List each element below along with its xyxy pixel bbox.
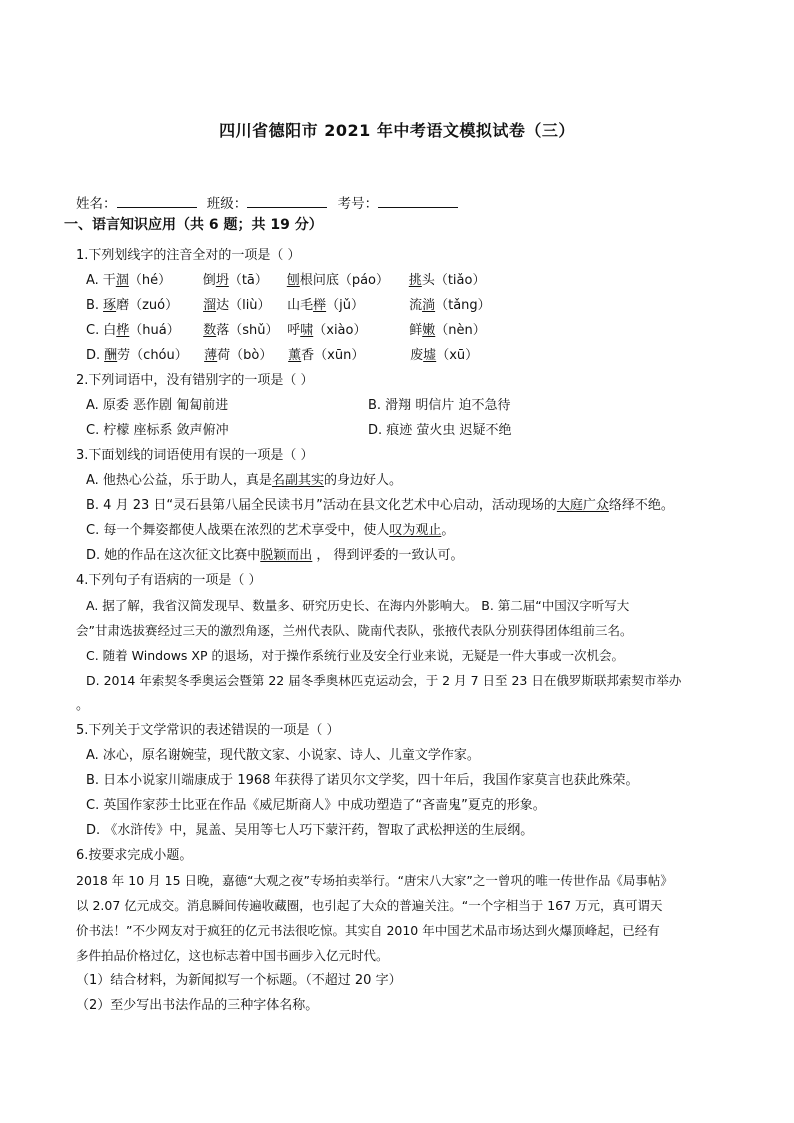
q6-sub2: （2）至少写出书法作品的三种字体名称。 (76, 998, 319, 1013)
q6-stem: 6.按要求完成小题。 (76, 848, 193, 863)
q3-d-underlined: 脱颖而出 (260, 548, 313, 563)
q1-word (287, 272, 409, 290)
q1-underlined-char: 薄 (204, 348, 218, 363)
q1-word-text: 落（shǔ） (216, 323, 279, 338)
q1-word (409, 322, 519, 340)
q1-word-text: （xū） (436, 348, 479, 363)
q1-underlined-char: 嫩 (422, 323, 436, 338)
q3-b-underlined: 大庭广众 (556, 498, 609, 513)
q1-word-text: 磨（zuó） (116, 298, 179, 313)
q3-option-b (86, 497, 674, 515)
student-info (76, 192, 464, 212)
q1-word-text: （huá） (129, 323, 180, 338)
q3-a-text: A. 他热心公益，乐于助人，真是 (86, 473, 272, 488)
q2-options-ab (86, 397, 510, 415)
q1-underlined-char: 墟 (423, 348, 437, 363)
q1-option-row (86, 272, 519, 290)
q1-underlined-char: 刨 (286, 273, 300, 288)
q1-word (204, 347, 288, 365)
q1-word-text: 劳（chóu） (117, 348, 188, 363)
q3-b-rest: 络绎不绝。 (608, 498, 674, 513)
q1-word (409, 297, 519, 315)
q1-word-text: 废 (410, 348, 424, 363)
q1-word (409, 272, 519, 290)
q1-word-text: （hé） (128, 273, 172, 288)
q3-a-underlined: 名副其实 (271, 473, 324, 488)
q1-word-text: （tā） (228, 273, 268, 288)
q4-option-b-line2: 会”甘肃选拔赛经过三天的激烈角逐，兰州代表队、陇南代表队，张掖代表队分别获得团体组前三名。 (76, 623, 633, 638)
q2-options-cd (86, 422, 512, 440)
q1-word (287, 322, 409, 340)
q5-option-a: A. 冰心，原名谢婉莹，现代散文家、小说家、诗人、儿童文学作家。 (86, 748, 480, 763)
q1-word-text: 根问底（páo） (299, 273, 389, 288)
q1-word (104, 347, 204, 365)
q1-word-text: 干 (102, 273, 116, 288)
section-heading: 一、语言知识应用（共 6 题；共 19 分） (64, 217, 323, 233)
q3-c-text: C. 每一个舞姿都使人战栗在浓烈的艺术享受中，使人 (86, 523, 390, 538)
q3-c-rest: 。 (441, 523, 455, 538)
q1-word (288, 347, 410, 365)
q1-word (410, 347, 520, 365)
q1-word-text: 呼 (287, 323, 301, 338)
q1-word-text: 鲜 (409, 323, 423, 338)
q1-underlined-char: 淌 (422, 298, 436, 313)
q4-stem: 4.下列句子有语病的一项是（ ） (76, 573, 262, 588)
q1-underlined-char: 榉 (313, 298, 327, 313)
exam-label: 考号： (337, 196, 379, 212)
page-title: 四川省德阳市 2021 年中考语文模拟试卷（三） (219, 121, 575, 140)
q1-word-text: 流 (409, 298, 423, 313)
q1-underlined-char: 桦 (116, 323, 130, 338)
q1-option-label: C. (86, 323, 100, 338)
q2-stem: 2.下列词语中，没有错别字的一项是（ ） (76, 373, 314, 388)
q5-option-c: C. 英国作家莎士比亚在作品《威尼斯商人》中成功塑造了“吝啬鬼”夏克的形象。 (86, 798, 546, 813)
q1-option-row (86, 297, 519, 315)
class-label: 班级： (206, 196, 248, 212)
q3-option-c (86, 522, 454, 540)
q2-option-b: B. 滑翔 明信片 迫不急待 (368, 398, 511, 413)
q2-option-a: A. 原委 恶作剧 匍匐前进 (86, 398, 229, 413)
q1-word-text: 香（xūn） (301, 348, 365, 363)
q1-word-text: 达（liù） (216, 298, 271, 313)
q4-option-c: C. 随着 Windows XP 的退场，对于操作系统行业及安全行业来说，无疑是一件大事或一次机会。 (86, 648, 624, 663)
q4-option-d-line2: 。 (76, 698, 90, 713)
q3-option-d (86, 547, 464, 565)
q1-word-text: 荷（bò） (217, 348, 273, 363)
q2-option-c: C. 柠檬 座标系 敛声俯冲 (86, 423, 229, 438)
q3-a-rest: 的身边好人。 (323, 473, 402, 488)
q1-underlined-char: 啸 (300, 323, 314, 338)
q1-word (203, 272, 287, 290)
q3-option-a (86, 472, 402, 490)
q1-word-text: （nèn） (435, 323, 486, 338)
q3-c-underlined: 叹为观止 (389, 523, 442, 538)
name-blank[interactable] (117, 194, 197, 208)
q1-word (103, 322, 203, 340)
q1-underlined-char: 挑 (408, 273, 422, 288)
q1-word-text: 白 (103, 323, 117, 338)
q5-option-b: B. 日本小说家川端康成于 1968 年获得了诺贝尔文学奖，四十年后，我国作家莫言也获此殊荣。 (86, 773, 639, 788)
q1-underlined-char: 琢 (103, 298, 117, 313)
q1-option-label: B. (86, 298, 100, 313)
q3-d-text: D. 她的作品在这次征文比赛中 (86, 548, 261, 563)
q6-passage-line1: 2018 年 10 月 15 日晚，嘉德“大观之夜”专场拍卖举行。“唐宋八大家”之一曾巩的唯一传世作品《局事帖》 (76, 873, 673, 888)
q4-option-d-line1: D. 2014 年索契冬季奥运会暨第 22 届冬季奥林匹克运动会，于 2 月 7 日至 23 日在俄罗斯联邦索契市举办 (86, 673, 682, 688)
q1-word (203, 322, 287, 340)
q1-word (103, 272, 203, 290)
q6-sub1: （1）结合材料，为新闻拟写一个标题。（不超过 20 字） (76, 973, 402, 988)
q3-b-text: B. 4 月 23 日“灵石县第八届全民读书月”活动在县文化艺术中心启动，活动现场的 (86, 498, 557, 513)
q1-underlined-char: 坍 (215, 273, 229, 288)
q4-option-ab-line1: A. 据了解，我省汉简发现早、数量多、研究历史长、在海内外影响大。 B. 第二届“中国汉字听写大 (86, 598, 630, 613)
q5-stem: 5.下列关于文学常识的表述错误的一项是（ ） (76, 723, 340, 738)
q1-word-text: 头（tiǎo） (421, 273, 486, 288)
q1-word-text: （jǔ） (326, 298, 364, 313)
q1-underlined-char: 薰 (288, 348, 302, 363)
q6-passage-line4: 多件拍品价格过亿，这也标志着中国书画步入亿元时代。 (76, 948, 389, 963)
q3-d-rest: ， 得到评委的一致认可。 (312, 548, 464, 563)
q3-stem: 3.下面划线的词语使用有误的一项是（ ） (76, 448, 314, 463)
q1-option-row (86, 347, 520, 365)
q1-word-text: 山毛 (287, 298, 314, 313)
q1-word (203, 297, 287, 315)
exam-blank[interactable] (378, 194, 458, 208)
q1-underlined-char: 溜 (203, 298, 217, 313)
q1-option-row (86, 322, 519, 340)
q1-option-label: D. (86, 348, 101, 363)
q6-passage-line3: 价书法！”不少网友对于疯狂的亿元书法很吃惊。其实自 2010 年中国艺术品市场达到火爆顶峰起，已经有 (76, 923, 660, 938)
class-blank[interactable] (247, 194, 327, 208)
q1-stem: 1.下列划线字的注音全对的一项是（ ） (76, 248, 301, 263)
q1-word-text: 倒 (202, 273, 216, 288)
q1-underlined-char: 酬 (104, 348, 118, 363)
q2-option-d: D. 痕迹 萤火虫 迟疑不绝 (368, 423, 512, 438)
q1-option-label: A. (86, 273, 99, 288)
q1-word-text: （tǎng） (435, 298, 491, 313)
q6-passage-line2: 以 2.07 亿元成交。消息瞬间传遍收藏圈，也引起了大众的普遍关注。“一个字相当于 167 万元，真可谓天 (76, 898, 663, 913)
name-label: 姓名： (76, 196, 117, 212)
q1-word (103, 297, 203, 315)
q1-underlined-char: 数 (203, 323, 217, 338)
q1-underlined-char: 涸 (115, 273, 129, 288)
q5-option-d: D. 《水浒传》中，晁盖、吴用等七人巧下蒙汗药，智取了武松押送的生辰纲。 (86, 823, 534, 838)
q1-word-text: （xiào） (313, 323, 367, 338)
q1-word (287, 297, 409, 315)
